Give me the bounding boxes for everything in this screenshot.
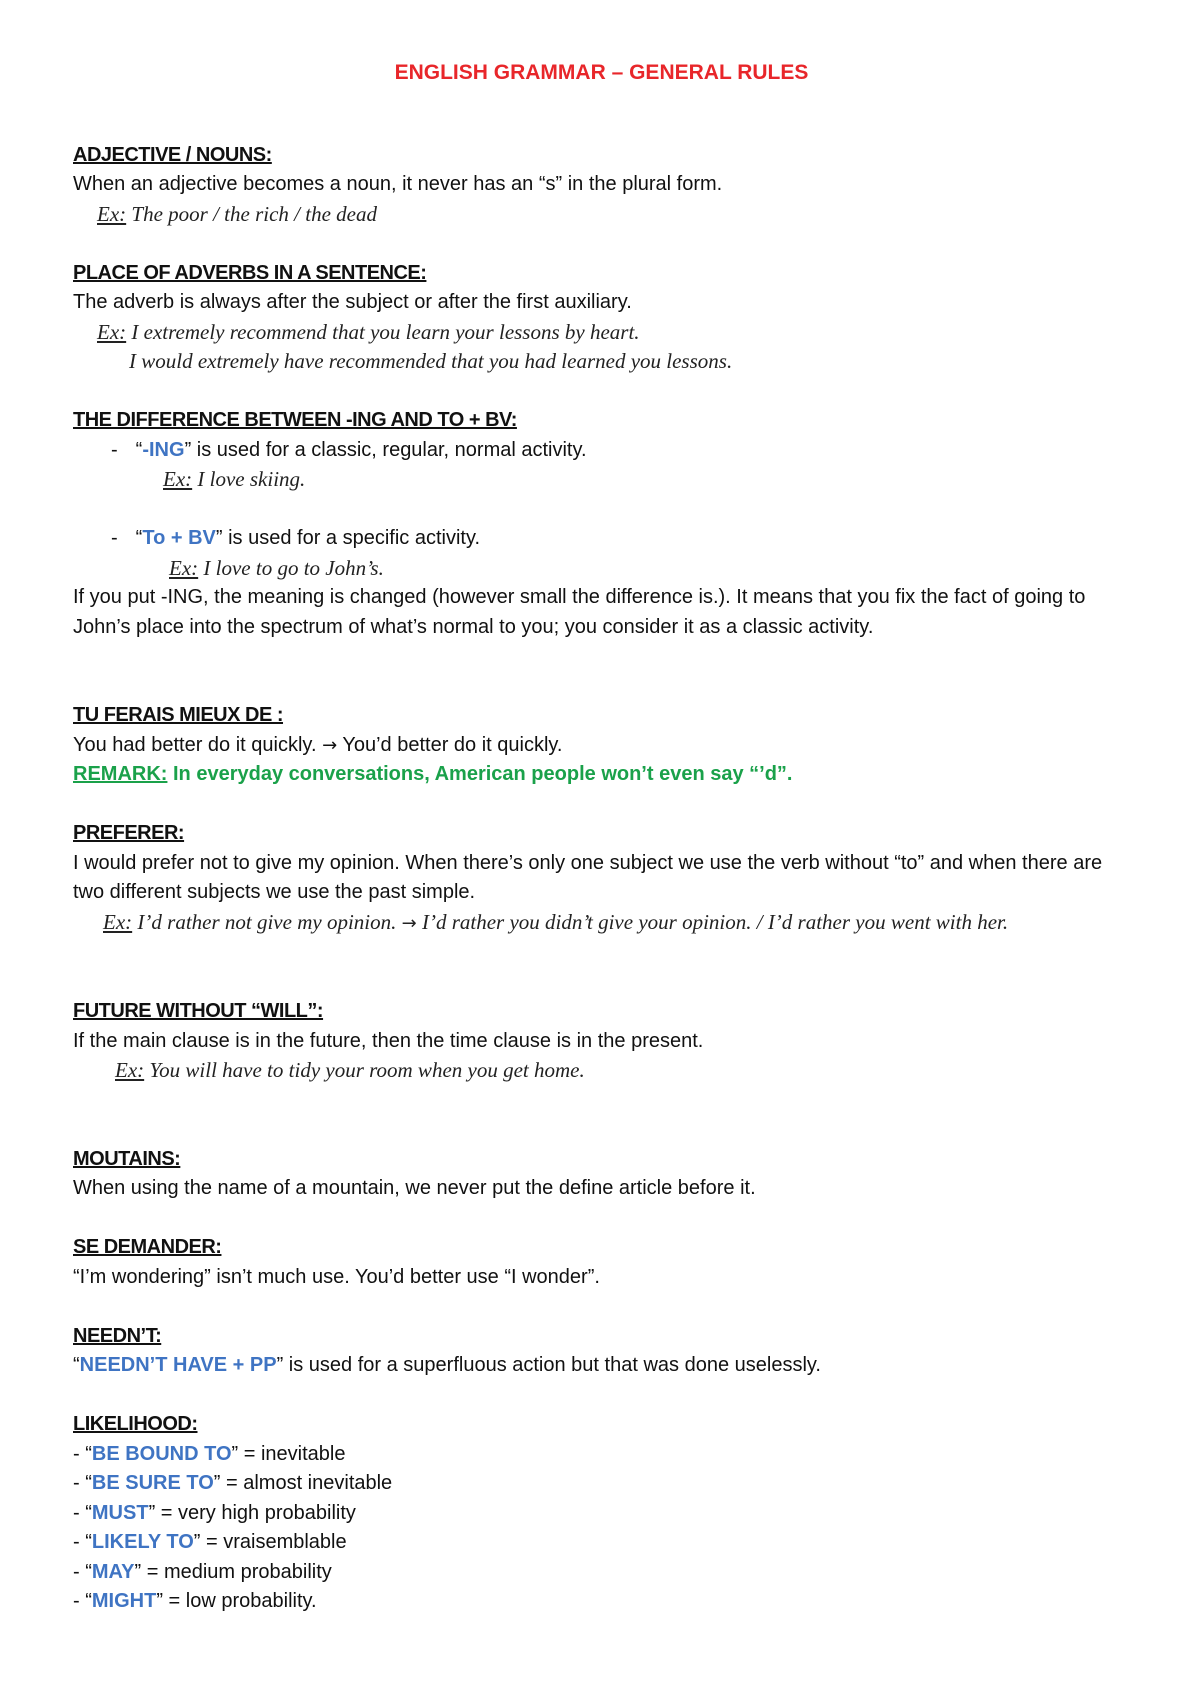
list-item: - “MIGHT” = low probability. [73,1590,317,1612]
section-heading: PLACE OF ADVERBS IN A SENTENCE: [73,261,427,284]
example-line [73,318,1120,348]
section-heading: ADJECTIVE / NOUNS: [73,143,272,166]
keyword: MIGHT [91,1590,157,1612]
rule-text: You had better do it quickly. → You’d better do it quickly. [73,733,563,756]
keyword: MUST [91,1501,149,1524]
example-line [73,465,1120,495]
section-heading: PREFERER: [73,822,185,844]
section-se-demander [73,1233,1120,1292]
list-item: - “MUST” = very high probability [73,1501,356,1524]
list-item: - “BE SURE TO” = almost inevitable [73,1472,393,1494]
example-label: Ex: [169,555,199,580]
example-label: Ex: [103,909,133,934]
example-text: I extremely recommend that you learn your lessons by heart. [126,319,640,344]
section-preferer [73,819,1120,938]
example-line [73,1056,1120,1086]
example-line: Ex: I’d rather not give my opinion. → I’d rather you didn’t give your opinion. / I’d rather you went with her. [103,909,1009,934]
rule-text: “I’m wondering” isn’t much use. You’d better use “I wonder”. [73,1265,600,1288]
keyword: BE SURE TO [91,1472,214,1494]
section-heading: TU FERAIS MIEUX DE : [73,704,284,726]
section-neednt [73,1322,1120,1381]
list-item: - “BE BOUND TO” = inevitable [73,1442,346,1465]
arrow-right-icon: → [401,912,417,934]
example-line [73,554,1120,584]
section-mountains [73,1145,1120,1204]
example-label: Ex: [97,319,127,344]
section-adverbs [73,259,1120,377]
example-line [73,200,1120,230]
rule-text: When an adjective becomes a noun, it never has an “s” in the plural form. [73,173,723,195]
example-text: I love to go to John’s. [198,555,384,580]
rule-text: If the main clause is in the future, then the time clause is in the present. [73,1029,704,1052]
example-text: I love skiing. [192,467,306,491]
list-item: - “-ING” is used for a classic, regular, normal activity. [111,438,587,461]
list-item: - “LIKELY TO” = vraisemblable [73,1531,347,1553]
section-heading: NEEDN’T: [73,1324,162,1347]
rule-text: When using the name of a mountain, we never put the define article before it. [73,1177,756,1199]
section-likelihood [73,1410,1120,1617]
example-text: The poor / the rich / the dead [126,201,377,226]
list-item: - “MAY” = medium probability [73,1560,332,1583]
section-heading: THE DIFFERENCE BETWEEN -ING AND TO + BV: [73,409,517,431]
section-adjective-nouns [73,141,1120,230]
example-label: Ex: [115,1058,145,1082]
keyword: To + BV [142,527,216,549]
keyword: NEEDN’T HAVE + PP [79,1354,277,1376]
section-heading: SE DEMANDER: [73,1236,222,1258]
remark-text: In everyday conversations, American people won’t even say “’d”. [167,763,793,785]
keyword: LIKELY TO [91,1531,194,1553]
section-heading: LIKELIHOOD: [73,1413,198,1435]
page-title: ENGLISH GRAMMAR – GENERAL RULES [394,61,809,84]
section-future [73,997,1120,1086]
rule-text: I would prefer not to give my opinion. When there’s only one subject we use the verb without “to” and when there are two different subjects we use the past simple. [73,851,1103,903]
note-text: If you put -ING, the meaning is changed (however small the difference is.). It means that you fix the fact of going to John’s place into the spectrum of what’s normal to you; you consider it as a classic activity. [73,586,1086,638]
remark-line [73,760,1120,790]
keyword: MAY [91,1560,135,1583]
keyword: -ING [142,438,185,461]
rule-text: “NEEDN’T HAVE + PP” is used for a superfluous action but that was done uselessly. [73,1354,821,1376]
rule-text: The adverb is always after the subject or after the first auxiliary. [73,291,632,313]
example-line: I would extremely have recommended that you had learned you lessons. [129,349,733,373]
section-ferais-mieux [73,701,1120,790]
example-text: You will have to tidy your room when you get home. [144,1058,585,1082]
remark-label: REMARK: [73,763,168,785]
example-label: Ex: [163,467,193,491]
example-label: Ex: [97,201,127,226]
section-heading: FUTURE WITHOUT “WILL”: [73,1000,324,1022]
section-heading: MOUTAINS: [73,1147,181,1170]
arrow-right-icon: → [322,734,338,756]
keyword: BE BOUND TO [91,1442,232,1465]
section-ing-to [73,406,1120,642]
list-item: - “To + BV” is used for a specific activity. [111,527,481,549]
